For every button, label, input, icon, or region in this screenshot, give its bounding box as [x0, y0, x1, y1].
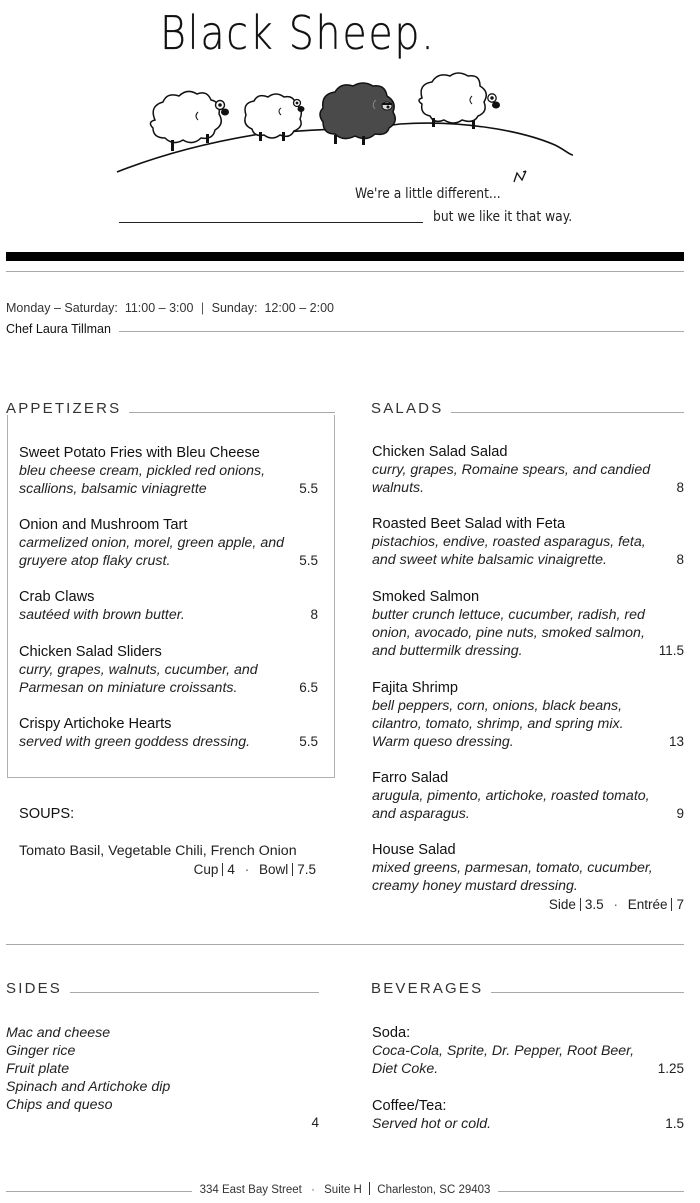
chef-rule [119, 331, 684, 332]
menu-item [372, 769, 684, 823]
desc-line: and asparagus. [372, 806, 470, 822]
item-name: Chicken Salad Sliders [19, 644, 162, 660]
cup-label: Cup [193, 862, 219, 877]
soups-pricing [19, 862, 316, 877]
desc-line: curry, grapes, walnuts, cucumber, and [19, 662, 258, 678]
beverages-heading-label: BEVERAGES [371, 980, 484, 997]
item-price: 5.5 [299, 553, 318, 568]
item-description [372, 1115, 684, 1133]
item-name: Farro Salad [372, 770, 449, 786]
thin-divider [6, 271, 684, 272]
desc-line: and buttermilk dressing. [372, 643, 523, 659]
item-price: 5.5 [299, 481, 318, 496]
desc-line: curry, grapes, Romaine spears, and candied [372, 462, 651, 478]
heading-rule [70, 992, 319, 993]
desc-line: walnuts. [372, 480, 425, 496]
desc-line: cilantro, tomato, shrimp, and spring mix. [372, 716, 624, 732]
tagline-line-2: but we like it that way. [433, 209, 573, 225]
appetizers-heading-label: APPETIZERS [6, 400, 122, 417]
menu-item [19, 643, 318, 697]
side-item: Mac and cheese [6, 1025, 111, 1041]
item-name: Crab Claws [19, 589, 95, 605]
address-bar [369, 1182, 370, 1195]
weekday-hours: 11:00 – 3:00 [124, 301, 194, 315]
item-price: 13 [668, 734, 684, 749]
desc-line: butter crunch lettuce, cucumber, radish, red [372, 607, 645, 623]
desc-line: onion, avocado, pine nuts, smoked salmon, [372, 625, 645, 641]
menu-item [372, 588, 684, 660]
desc-line: and sweet white balsamic vinaigrette. [372, 552, 608, 568]
item-name: Sweet Potato Fries with Bleu Cheese [19, 445, 260, 461]
sides-heading [6, 980, 319, 997]
side-price: 3.5 [584, 897, 604, 912]
salads-heading [371, 400, 684, 417]
dot-separator: · [244, 862, 250, 877]
item-description [372, 697, 684, 751]
desc-line: bell peppers, corn, onions, black beans, [372, 698, 623, 714]
desc-line: Parmesan on miniature croissants. [19, 680, 238, 696]
footer-rule-right [498, 1191, 684, 1192]
soups-heading: SOUPS: [19, 806, 75, 822]
menu-item [372, 679, 684, 751]
item-description [372, 533, 684, 569]
item-price: 8 [310, 607, 318, 622]
side-item: Ginger rice [6, 1043, 76, 1059]
sunday-label: Sunday: [211, 301, 258, 315]
entree-label: Entrée [627, 897, 668, 912]
desc-line: Coca-Cola, Sprite, Dr. Pepper, Root Beer, [372, 1043, 635, 1059]
dot-separator: · [311, 1184, 315, 1196]
cup-price: 4 [227, 862, 235, 877]
desc-line: sautéed with brown butter. [19, 607, 185, 623]
item-description [19, 733, 318, 751]
item-price: 1.5 [665, 1116, 684, 1131]
menu-item [19, 715, 318, 751]
item-description [19, 534, 318, 570]
item-description [372, 606, 684, 660]
white-sheep-icon [245, 94, 305, 141]
item-name: Onion and Mushroom Tart [19, 517, 188, 533]
item-name: Roasted Beet Salad with Feta [372, 516, 566, 532]
item-price: 11.5 [658, 643, 684, 658]
footer-address [6, 1181, 684, 1197]
item-price: 8 [676, 480, 684, 495]
item-name: Smoked Salmon [372, 589, 480, 605]
desc-line: gruyere atop flaky crust. [19, 553, 171, 569]
side-item: Fruit plate [6, 1061, 70, 1077]
sides-list [6, 1024, 319, 1114]
item-price: 9 [676, 806, 684, 821]
desc-line: served with green goddess dressing. [19, 734, 251, 750]
item-name: Fajita Shrimp [372, 680, 458, 696]
desc-line: creamy honey mustard dressing. [372, 878, 578, 894]
item-description [19, 661, 318, 697]
menu-item [372, 443, 684, 497]
item-price: 6.5 [299, 680, 318, 695]
item-name: Chicken Salad Salad [372, 444, 508, 460]
price-bar [580, 898, 581, 911]
item-description [372, 859, 684, 895]
hours-text [6, 301, 334, 315]
white-sheep-icon [419, 73, 500, 129]
price-bar [222, 863, 223, 876]
item-description [372, 461, 684, 497]
hours-separator: | [200, 301, 205, 315]
price-bar [292, 863, 293, 876]
street: 334 East Bay Street [199, 1184, 302, 1196]
item-name: Crispy Artichoke Hearts [19, 716, 172, 732]
menu-item-house-salad [372, 841, 684, 914]
menu-item [19, 444, 318, 498]
side-item: Chips and queso [6, 1097, 113, 1113]
salads-heading-label: SALADS [371, 400, 444, 417]
desc-line: Served hot or cold. [372, 1116, 492, 1132]
chef-name: Chef Laura Tillman [6, 322, 111, 336]
item-name: House Salad [372, 842, 456, 858]
bowl-price: 7.5 [297, 862, 316, 877]
desc-line: mixed greens, parmesan, tomato, cucumber, [372, 860, 653, 876]
chef-row [6, 320, 684, 336]
desc-line: scallions, balsamic viniagrette [19, 481, 207, 497]
menu-item [372, 1024, 684, 1078]
scribble-mark-icon [510, 168, 534, 188]
bowl-label: Bowl [258, 862, 289, 877]
heading-rule [491, 992, 684, 993]
menu-item [19, 516, 318, 570]
menu-item [372, 1097, 684, 1133]
sides-price: 4 [311, 1115, 319, 1130]
item-price: 5.5 [299, 734, 318, 749]
black-sheep-icon [320, 83, 395, 145]
item-description [372, 1042, 684, 1078]
entree-price: 7 [676, 897, 684, 912]
footer-rule-left [6, 1191, 192, 1192]
section-divider [6, 944, 684, 945]
item-price: 8 [676, 552, 684, 567]
heading-rule [129, 412, 335, 413]
desc-line: Warm queso dressing. [372, 734, 514, 750]
desc-line: arugula, pimento, artichoke, roasted tomato, [372, 788, 650, 804]
desc-line: carmelized onion, morel, green apple, and [19, 535, 284, 551]
suite: Suite H [324, 1184, 362, 1196]
sunday-hours: 12:00 – 2:00 [264, 301, 334, 315]
item-description [19, 606, 318, 624]
side-item: Spinach and Artichoke dip [6, 1079, 171, 1095]
side-label: Side [548, 897, 576, 912]
price-bar [671, 898, 672, 911]
house-salad-pricing [372, 896, 684, 914]
item-name: Coffee/Tea: [372, 1098, 447, 1114]
beverages-heading [371, 980, 684, 997]
tagline-line-1: We're a little different... [355, 186, 501, 202]
heading-rule [451, 412, 684, 413]
menu-item [372, 515, 684, 569]
item-description [19, 462, 318, 498]
menu-item [19, 588, 318, 624]
restaurant-logo-title: Black Sheep. [160, 6, 436, 60]
thick-divider [6, 252, 684, 261]
soups-list: Tomato Basil, Vegetable Chili, French Onion [19, 843, 297, 859]
item-price: 1.25 [657, 1061, 684, 1076]
address-text [192, 1182, 499, 1196]
weekday-label: Monday – Saturday: [6, 301, 118, 315]
item-name: Soda: [372, 1025, 411, 1041]
dot-separator: · [613, 897, 618, 912]
item-description [372, 787, 684, 823]
sheep-illustration [100, 60, 600, 180]
desc-line: bleu cheese cream, pickled red onions, [19, 463, 266, 479]
desc-line: pistachios, endive, roasted asparagus, feta, [372, 534, 646, 550]
city-state-zip: Charleston, SC 29403 [377, 1184, 491, 1196]
sides-heading-label: SIDES [6, 980, 63, 997]
desc-line: Diet Coke. [372, 1061, 439, 1077]
tagline-underline [119, 222, 423, 223]
